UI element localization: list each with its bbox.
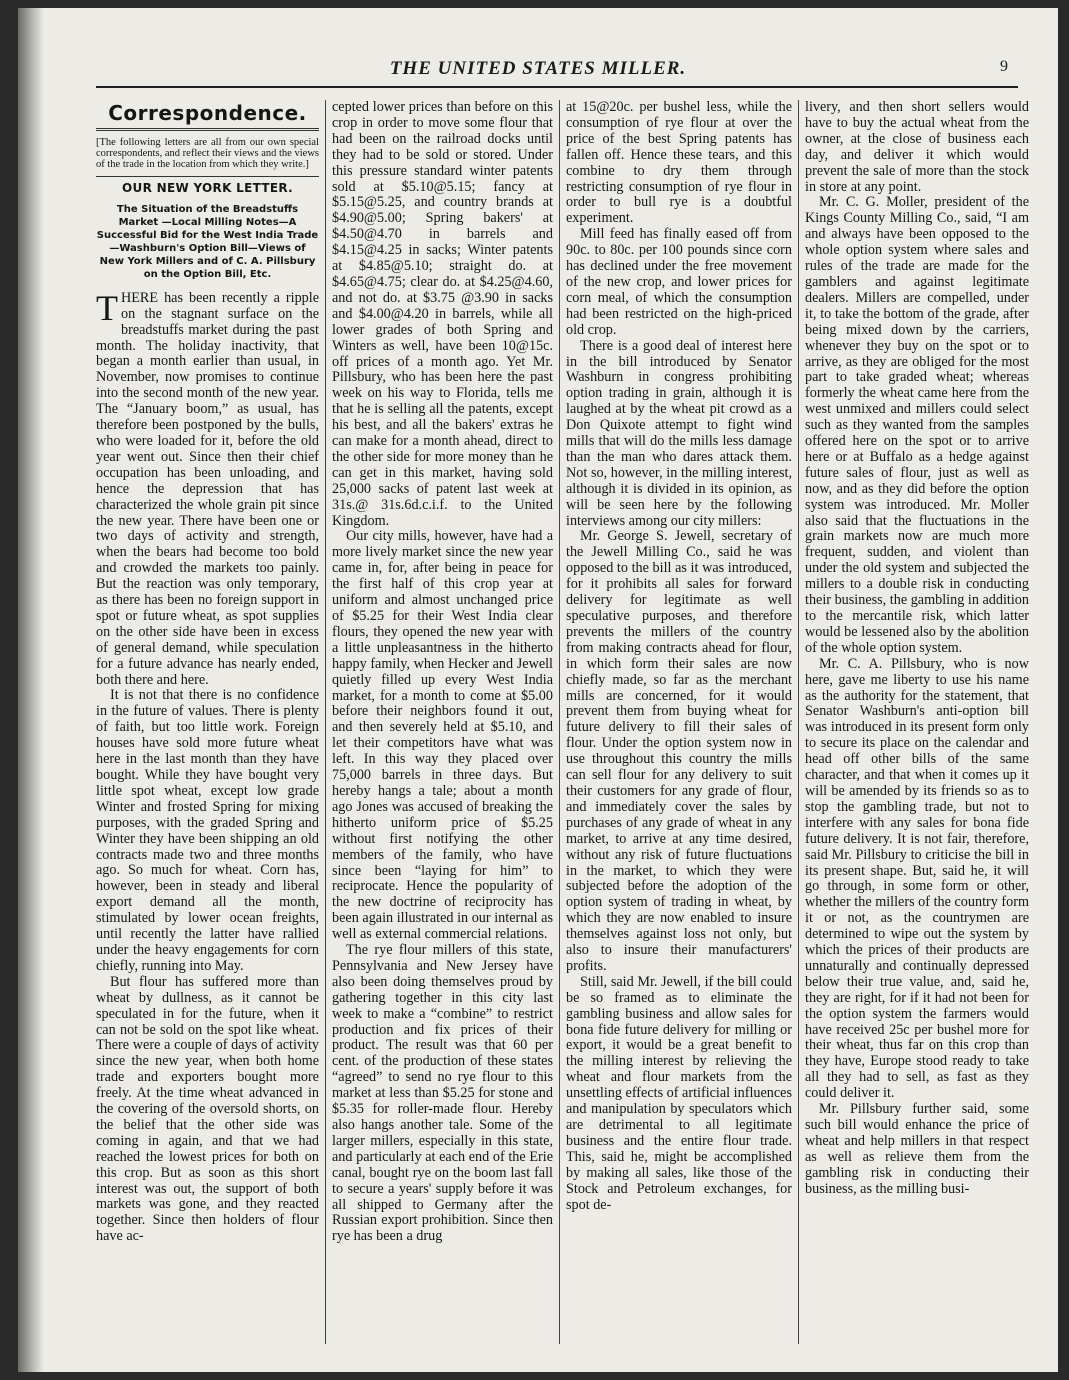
section-title: Correspondence.	[108, 101, 307, 125]
title-rule	[96, 128, 319, 131]
column-4	[805, 100, 1029, 1344]
paragraph: But flour has suffered more than wheat by dullness, as it cannot be speculated in for the future, when it can not be sold on the spot like wheat. There were a couple of days of activity since the new year, when both home trade and exporters bought more freely. At the time wheat advanced in the covering of the oversold shorts, on the belief that the other side was coming in again, and that we had reached the lowest prices for both on this crop. But as soon as this short interest was out, the support of both markets was gone, and they reacted together. Since then holders of flour have ac-	[96, 973, 319, 1245]
paragraph: Mr. C. A. Pillsbury, who is now here, gave me liberty to use his name as the authority for the statement, that Senator Washburn's anti-option bill was introduced in its present form only to secure its place on the calendar and head off other bills of the same character, and that when it comes up it will be amended by its friends so as to stop the gambling trade, but not to interfere with any sales for bona fide future delivery. It is not fair, therefore, said Mr. Pillsbury to criticise the bill in its present shape. But, said he, it will go through, in some form or other, whether the millers of the country form it or not, as the countrymen are determined to wipe out the system by which the prices of their products are unnaturally and continually depressed below their true value, and, said he, they are right, for if it had not been for the option system the farmers would have received 25c per bushel more for their wheat, thus far on this crop than they have, Europe stood ready to take all they had to sell, as fast as they could deliver it.	[805, 655, 1029, 1102]
paragraph: The rye flour millers of this state, Pennsylvania and New Jersey have also been doing themselves proud by gathering together in this city last week to make a “combine” to restrict production and fix prices of their product. The result was that 60 per cent. of the production of these states “agreed” to send no rye flour to this market at less than $5.25 for stone and $5.35 for roller-made flour. Hereby also hangs another tale. Some of the larger millers, especially in this state, and particularly at each end of the Erie canal, bought rye on the boom last fall to secure a years' supply before it was all shipped to Germany after the Russian export prohibition. Since then rye has been a drug	[332, 942, 553, 1245]
article-title: OUR NEW YORK LETTER.	[122, 180, 293, 195]
note-rule	[96, 176, 319, 177]
section-note: [The following letters are all from our own special correspondents, and reflect their views and the views of the trade in the location from which they write.]	[96, 136, 319, 170]
column-2	[332, 100, 553, 1344]
paragraph: Mr. C. G. Moller, president of the Kings County Milling Co., said, “I am and always have been opposed to the whole option system where sales and rules of the trade are made for the gamblers and against legitimate dealers. Millers are compelled, under it, to take the bottom of the grade, after being mixed down by the carriers, whenever they buy on the spot or to arrive, as they are obliged for the most part to take graded wheat; whereas formerly the wheat came here from the west unmixed and millers could select such as they wanted from the samples offered here on the spot or to arrive here or at Buffalo as a hedge against future sales of flour, just as well as now, and as they did before the option system was introduced. Mr. Moller also said that the fluctuations in the grain markets now are much more frequent, sudden, and violent than under the old system and subjected the millers to a double risk in conducting their business, the gambling in addition to the mercantile risk, which latter would be lessened also by the abolition of the whole option system.	[805, 194, 1029, 656]
paragraph: cepted lower prices than before on this crop in order to move some flour that had been on the railroad docks until they had to be sold or stored. Under this pressure standard winter patents sold at $5.10@5.15; fancy at $5.15@5.25, and country brands at $4.90@5.00; Spring bakers' at $4.50@4.70 in barrels and $4.15@4.25 in sacks; Winter patents at $4.85@5.10; straight do. at $4.65@4.75; clear do. at $4.25@4.60, and not do. at $3.75 @3.90 in sacks and $4.00@4.20 in barrels, while all lower grades of both Spring and Winters as well, have been 10@15c. off prices of a month ago. Yet Mr. Pillsbury, who has been here the past week on his way to Florida, tells me that he is selling all the patents, except his best, and all the bakers' extras he can make for a month ahead, direct to the other side for more money than he can get in this market, having sold 25,000 sacks of patent last week at 31s.@ 31s.6d.c.i.f. to the United Kingdom.	[332, 100, 553, 529]
column-1	[96, 100, 319, 1344]
binding-gutter	[18, 8, 44, 1372]
paragraph: at 15@20c. per bushel less, while the consumption of rye flour at over the price of the best Spring patents has fallen off. Hence these tears, and this combine to dry them through restricting consumption of rye flour in order to bull rye is a doubtful experiment.	[566, 100, 792, 227]
article-deck: The Situation of the Breadstuffs Market —Local Milling Notes—A Successful Bid for the West India Trade—Washburn's Option Bill—Views of New York Millers and of C. A. Pillsbury on the Option Bill, Etc.	[96, 203, 319, 280]
column-3	[566, 100, 792, 1344]
header-rule	[96, 86, 1018, 88]
newspaper-page	[18, 8, 1058, 1372]
page-number: 9	[1000, 58, 1008, 75]
column-rule	[325, 100, 326, 1344]
column-rule	[559, 100, 560, 1344]
paragraph: Our city mills, however, have had a more lively market since the new year came in, for, after being in peace for the first half of this crop year at uniform and almost unchanged price of $5.25 for their West India clear flours, they opened the new year with a little unpleasantness in the hitherto happy family, when Hecker and Jewell quietly filled up every West India market, for a month to come at $5.00 before their neighbors found it out, and then severely held at $5.10, and let their competitors have what was left. In this way they placed over 75,000 barrels in three days. But hereby hangs a tale; about a month ago Jones was accused of breaking the hitherto uniform price of $5.25 without first notifying the other members of the family, who have since been “laying for him” to reciprocate. Hence the popularity of the new doctrine of reciprocity has been again illustrated in our internal as well as external commercial relations.	[332, 528, 553, 943]
paragraph: livery, and then short sellers would have to buy the actual wheat from the owner, at the close of business each day, and deliver it which would prevent the sale of more than the stock in store at any point.	[805, 100, 1029, 195]
drop-cap: T	[96, 287, 118, 328]
paragraph: Mill feed has finally eased off from 90c. to 80c. per 100 pounds since corn has declined under the free movement of the new crop, and lower prices for corn meal, of which the consumption had been restricted on the high-priced old crop.	[566, 226, 792, 338]
paragraph: THERE has been recently a ripple on the stagnant surface on the breadstuffs market during the past month. The holiday inactivity, that began a month earlier than usual, in November, now promises to continue into the second month of the new year. The “January boom,” as usual, has therefore been postponed by the bulls, who were loaded for it, before the old year went out. Since then their chief occupation has been unloading, and hence the depression that has characterized the whole grain pit since the new year. There have been one or two days of activity and strength, when the bears had become too bold and crowded the markets too painly. But the reaction was only temporary, as there has been no foreign support in spot or future wheat, as spot supplies on the other side have been in excess of general demand, while speculation for a future advance has nearly ended, both there and here.	[96, 287, 319, 688]
paragraph: Still, said Mr. Jewell, if the bill could be so framed as to eliminate the gambling business and allow sales for bona fide future delivery for milling or export, it would be a great benefit to the milling interest by relieving the wheat and flour markets from the unsettling effects of artificial influences and manipulation by speculators which are detrimental to all legitimate business and the entire flour trade. This, said he, might be accomplished by making all sales, like those of the Stock and Petroleum exchanges, for spot de-	[566, 973, 792, 1213]
paragraph: Mr. Pillsbury further said, some such bill would enhance the price of wheat and help millers in that respect as well as relieve them from the gambling risk in conducting their business, as the milling busi-	[805, 1101, 1029, 1197]
running-head: THE UNITED STATES MILLER.	[389, 58, 687, 79]
paragraph: Mr. George S. Jewell, secretary of the Jewell Milling Co., said he was opposed to the bill as it was introduced, for it prohibits all sales for forward delivery for legitimate as well speculative purposes, and therefore prevents the millers of the country from making contracts ahead for flour, in which form their sales are now chiefly made, so far as the merchant mills are concerned, for it would prevent them from buying wheat for future delivery to fill their sales of flour. Under the option system now in use throughout this country the mills can sell flour for any delivery to suit their customers for any grade of flour, and immediately cover the sales by purchases of any grade of wheat in any market, to arrive at any time desired, without any risk of future fluctuations in the market, to which they were subjected before the adoption of the option system of trading in wheat, by which they are now enabled to insure themselves against loss not only, but also to insure their manufacturers' profits.	[566, 528, 792, 974]
paragraph: It is not that there is no confidence in the future of values. There is plenty of faith, but too little work. Foreign houses have sold more future wheat here in the last month than they have bought. While they have bought very little spot wheat, except low grade Winter and frosted Spring for mixing purposes, with the graded Spring and Winter they have been shipping an old contracts made two and three months ago. So much for wheat. Corn has, however, been in steady and liberal export demand all the month, stimulated by lower ocean freights, until recently the latter have rallied under the heavy engagements for corn chiefly, running into May.	[96, 687, 319, 974]
column-rule	[798, 100, 799, 1344]
paragraph: There is a good deal of interest here in the bill introduced by Senator Washburn in congress prohibiting option trading in grain, although it is laughed at by the wheat pit crowd as a Don Quixote attempt to fight wind mills that will do the mills less damage than the man who dares attack them. Not so, however, in the milling interest, although it is divided in its opinion, as will be seen here by the following interviews among our city millers:	[566, 337, 792, 529]
article-columns	[96, 100, 1029, 1344]
